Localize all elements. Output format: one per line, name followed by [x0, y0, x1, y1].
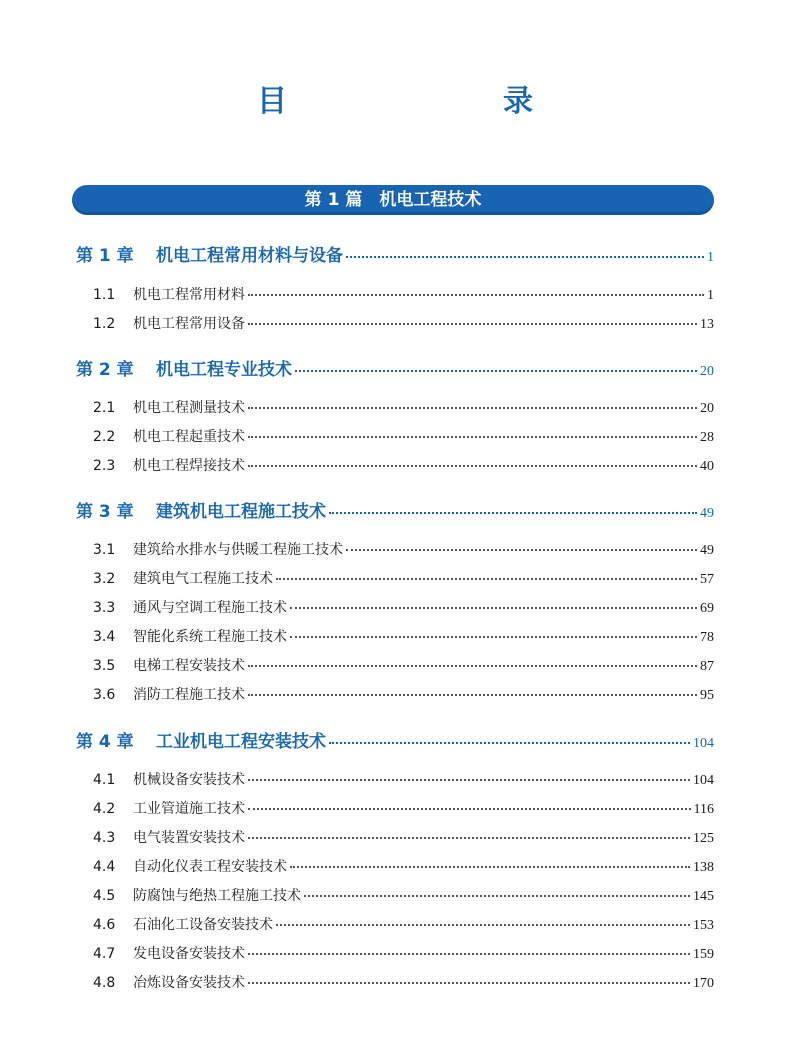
toc-section-2-2[interactable]	[93, 426, 714, 446]
dot-leader	[346, 255, 704, 258]
page-number: 49	[700, 506, 714, 521]
dot-leader	[248, 952, 690, 955]
dot-leader	[248, 836, 690, 839]
section-number: 1.1	[93, 287, 116, 303]
chapter-number: 第 3 章	[76, 502, 134, 522]
dot-leader	[295, 369, 697, 372]
toc-section-4-2[interactable]	[93, 798, 714, 818]
section-title: 机电工程焊接技术	[133, 458, 245, 474]
dot-leader	[329, 511, 697, 514]
toc-section-1-1[interactable]	[93, 284, 714, 304]
dot-leader	[248, 693, 697, 696]
chapter-title: 机电工程专业技术	[156, 360, 292, 380]
section-title: 电梯工程安装技术	[133, 658, 245, 674]
chapter-number: 第 1 章	[76, 246, 134, 266]
section-title: 通风与空调工程施工技术	[133, 600, 287, 616]
toc-section-2-1[interactable]	[93, 397, 714, 417]
dot-leader	[248, 464, 697, 467]
page-number: 49	[700, 543, 714, 558]
chapter-number: 第 2 章	[76, 360, 134, 380]
section-number: 2.2	[93, 429, 116, 445]
dot-leader	[248, 293, 704, 296]
section-number: 4.2	[93, 801, 116, 817]
page-number: 78	[700, 630, 714, 645]
section-title: 发电设备安装技术	[133, 946, 245, 962]
page-number: 104	[693, 773, 714, 788]
section-number: 3.2	[93, 571, 116, 587]
dot-leader	[304, 894, 690, 897]
toc-section-4-3[interactable]	[93, 827, 714, 847]
chapter-title: 机电工程常用材料与设备	[156, 246, 343, 266]
page-number: 1	[707, 288, 714, 303]
dot-leader	[329, 741, 690, 744]
section-title: 电气装置安装技术	[133, 830, 245, 846]
dot-leader	[276, 577, 697, 580]
section-title: 机电工程常用材料	[133, 287, 245, 303]
page-number: 116	[693, 802, 714, 817]
page-number: 20	[700, 401, 714, 416]
toc-chapter-3[interactable]	[76, 497, 714, 522]
dot-leader	[248, 778, 690, 781]
section-title: 机电工程起重技术	[133, 429, 245, 445]
toc-chapter-1[interactable]	[76, 241, 714, 266]
section-title: 防腐蚀与绝热工程施工技术	[133, 888, 301, 904]
section-title: 石油化工设备安装技术	[133, 917, 273, 933]
toc-section-3-1[interactable]	[93, 539, 714, 559]
dot-leader	[248, 435, 697, 438]
dot-leader	[290, 606, 697, 609]
dot-leader	[248, 981, 690, 984]
section-title: 机电工程测量技术	[133, 400, 245, 416]
dot-leader	[290, 865, 690, 868]
page-number: 20	[700, 364, 714, 379]
toc-chapter-4[interactable]	[76, 727, 714, 752]
section-title: 自动化仪表工程安装技术	[133, 859, 287, 875]
page-number: 145	[693, 889, 714, 904]
chapter-title: 建筑机电工程施工技术	[156, 502, 326, 522]
toc-section-4-8[interactable]	[93, 972, 714, 992]
toc-section-3-4[interactable]	[93, 626, 714, 646]
section-number: 4.7	[93, 946, 116, 962]
section-number: 4.3	[93, 830, 116, 846]
page-number: 95	[700, 688, 714, 703]
toc-section-4-7[interactable]	[93, 943, 714, 963]
page-number: 170	[693, 976, 714, 991]
part-banner	[72, 185, 714, 215]
toc-section-3-6[interactable]	[93, 684, 714, 704]
page-number: 1	[707, 250, 714, 265]
dot-leader	[248, 807, 691, 810]
section-number: 1.2	[93, 316, 116, 332]
dot-leader	[248, 406, 697, 409]
toc-section-1-2[interactable]	[93, 313, 714, 333]
section-title: 机械设备安装技术	[133, 772, 245, 788]
dot-leader	[290, 635, 697, 638]
section-number: 2.1	[93, 400, 116, 416]
toc-section-3-2[interactable]	[93, 568, 714, 588]
section-title: 建筑给水排水与供暖工程施工技术	[133, 542, 343, 558]
section-title: 智能化系统工程施工技术	[133, 629, 287, 645]
toc-section-2-3[interactable]	[93, 455, 714, 475]
page-number: 125	[693, 831, 714, 846]
section-number: 4.1	[93, 772, 116, 788]
section-number: 4.4	[93, 859, 116, 875]
section-title: 机电工程常用设备	[133, 316, 245, 332]
toc-section-4-1[interactable]	[93, 769, 714, 789]
page-number: 159	[693, 947, 714, 962]
page-number: 28	[700, 430, 714, 445]
dot-leader	[248, 322, 697, 325]
page-number: 153	[693, 918, 714, 933]
toc-chapter-2[interactable]	[76, 355, 714, 380]
section-number: 4.6	[93, 917, 116, 933]
page-number: 13	[700, 317, 714, 332]
section-title: 冶炼设备安装技术	[133, 975, 245, 991]
page-number: 138	[693, 860, 714, 875]
page-number: 40	[700, 459, 714, 474]
section-number: 3.6	[93, 687, 116, 703]
section-number: 2.3	[93, 458, 116, 474]
section-number: 3.1	[93, 542, 116, 558]
dot-leader	[248, 664, 697, 667]
chapter-number: 第 4 章	[76, 732, 134, 752]
section-number: 4.5	[93, 888, 116, 904]
section-number: 3.4	[93, 629, 116, 645]
section-title: 建筑电气工程施工技术	[133, 571, 273, 587]
toc-section-4-5[interactable]	[93, 885, 714, 905]
dot-leader	[346, 548, 697, 551]
toc-section-3-5[interactable]	[93, 655, 714, 675]
toc-section-3-3[interactable]	[93, 597, 714, 617]
page-number: 69	[700, 601, 714, 616]
page-number: 57	[700, 572, 714, 587]
section-title: 消防工程施工技术	[133, 687, 245, 703]
section-title: 工业管道施工技术	[133, 801, 245, 817]
section-number: 3.5	[93, 658, 116, 674]
chapter-title: 工业机电工程安装技术	[156, 732, 326, 752]
page-number: 104	[693, 736, 714, 751]
page-title: 目 录	[257, 84, 585, 119]
toc-section-4-6[interactable]	[93, 914, 714, 934]
section-number: 3.3	[93, 600, 116, 616]
section-number: 4.8	[93, 975, 116, 991]
dot-leader	[276, 923, 690, 926]
page-number: 87	[700, 659, 714, 674]
part-title: 第 1 篇 机电工程技术	[304, 190, 482, 210]
toc-section-4-4[interactable]	[93, 856, 714, 876]
